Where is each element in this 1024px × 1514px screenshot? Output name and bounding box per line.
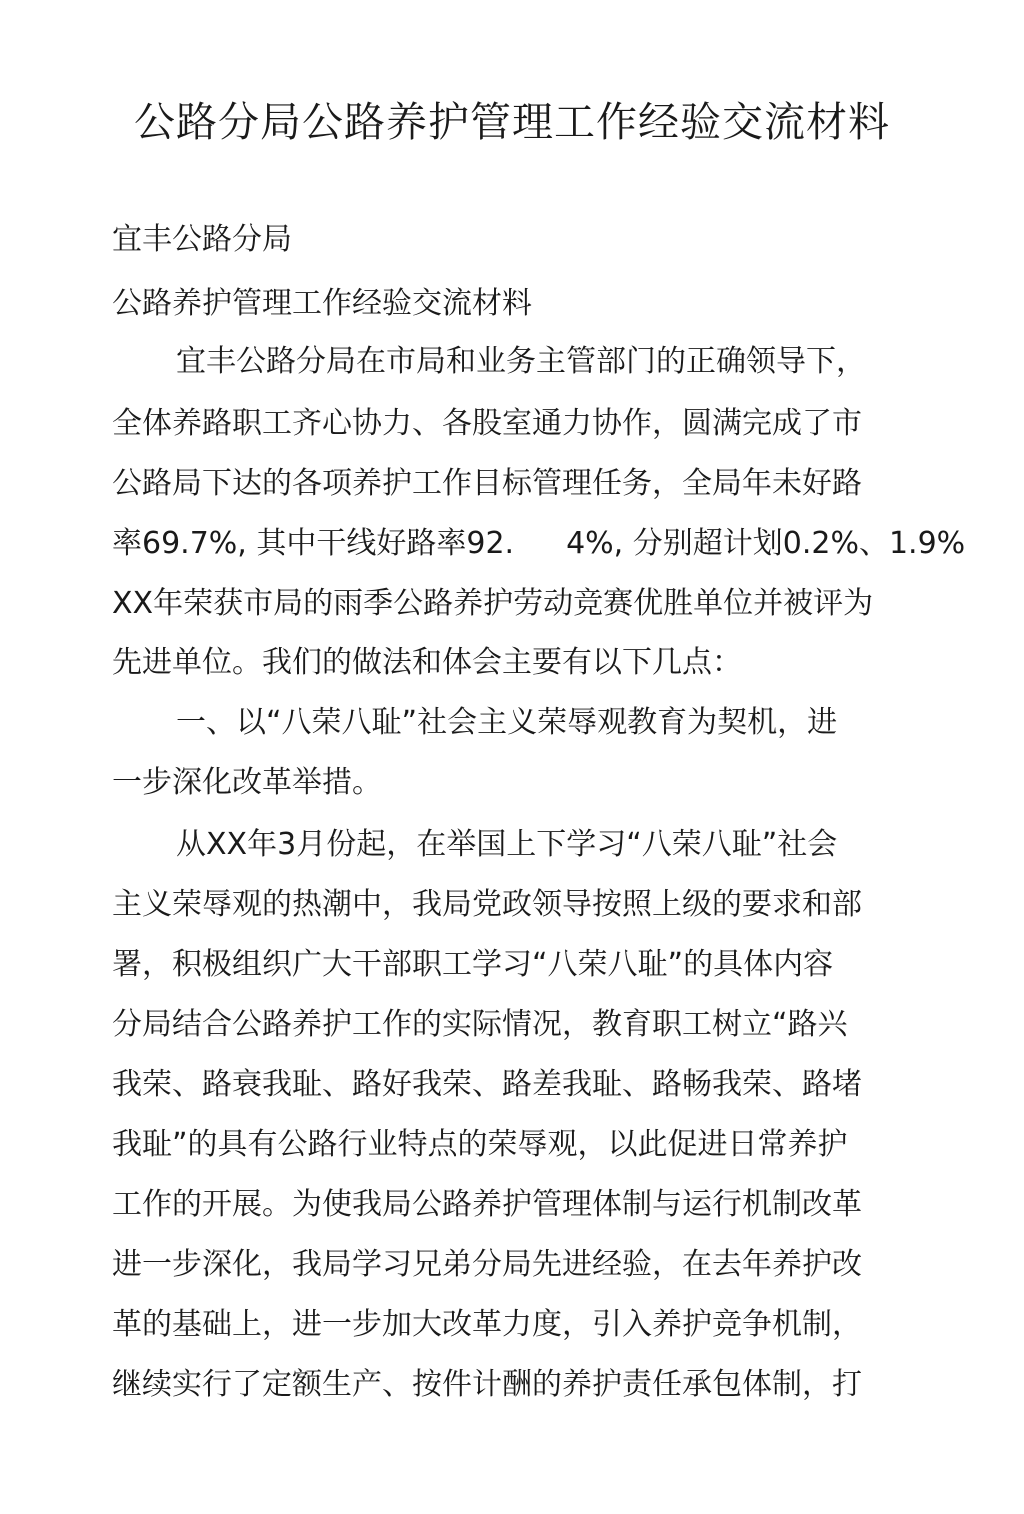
body-line: 主义荣辱观的热潮中，我局党政领导按照上级的要求和部 <box>112 887 862 922</box>
body-line: 我荣、路衰我耻、路好我荣、路差我耻、路畅我荣、路堵 <box>112 1067 862 1102</box>
body-line: 公路局下达的各项养护工作目标管理任务，全局年未好路 <box>112 466 862 501</box>
body-line: 从XX年3月份起，在举国上下学习“八荣八耻”社会 <box>176 827 838 862</box>
body-line: 宜丰公路分局在市局和业务主管部门的正确领导下， <box>176 344 866 379</box>
body-line-part: 4%, 分别超计划0.2%、1.9% <box>566 526 966 561</box>
author-line: 宜丰公路分局 <box>112 222 292 257</box>
body-line: 继续实行了定额生产、按件计酬的养护责任承包体制，打 <box>112 1367 862 1402</box>
section-heading-line: 一、以“八荣八耻”社会主义荣辱观教育为契机，进 <box>176 705 838 740</box>
body-line: 进一步深化，我局学习兄弟分局先进经验，在去年养护改 <box>112 1247 862 1282</box>
body-line: 革的基础上，进一步加大改革力度，引入养护竞争机制， <box>112 1307 862 1342</box>
body-line: 分局结合公路养护工作的实际情况，教育职工树立“路兴 <box>112 1007 848 1042</box>
body-line: XX年荣获市局的雨季公路养护劳动竞赛优胜单位并被评为 <box>112 586 874 621</box>
body-line-part: 率69.7%, 其中干线好路率92. <box>112 526 515 561</box>
body-line: 工作的开展。为使我局公路养护管理体制与运行机制改革 <box>112 1187 862 1222</box>
subtitle-line: 公路养护管理工作经验交流材料 <box>112 286 532 321</box>
body-line: 署，积极组织广大干部职工学习“八荣八耻”的具体内容 <box>112 947 834 982</box>
body-line: 全体养路职工齐心协力、各股室通力协作，圆满完成了市 <box>112 406 862 441</box>
section-heading-line: 一步深化改革举措。 <box>112 765 382 800</box>
body-line: 我耻”的具有公路行业特点的荣辱观，以此促进日常养护 <box>112 1127 848 1162</box>
body-line: 先进单位。我们的做法和体会主要有以下几点： <box>112 645 742 680</box>
body-line <box>112 524 965 564</box>
document-title: 公路分局公路养护管理工作经验交流材料 <box>134 98 890 146</box>
